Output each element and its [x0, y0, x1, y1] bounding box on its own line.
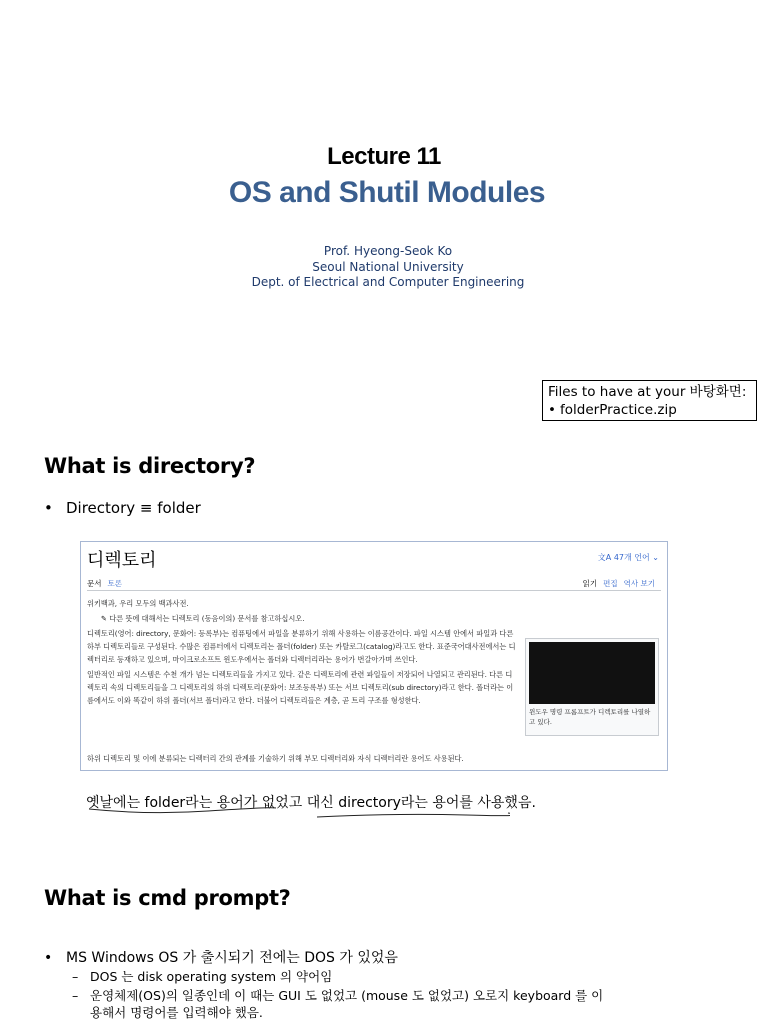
wiki-paragraph-1: 디렉토리(영어: directory, 문화어: 등록부)는 컴퓨팅에서 파일을 분류하기 위해 사용하는 이름공간이다. 파일 시스템 안에서 파일과 다른 하부 디렉토리들로 구성된다. 수많은 컴퓨터에서 디렉토리는 폴더(folder) 또는 카탈로그(catalog)라고도 한다. 표준국어대사전에서는 디렉터리로 등재하고 있으며, 마이크로소프트 윈도우에서는 폴더와 디렉터리라는 용어가 번갈아가며 쓰인다.: [87, 629, 516, 664]
wiki-tab-history[interactable]: 역사 보기: [623, 579, 655, 588]
disambig-icon: ✎: [101, 614, 108, 623]
bullet-directory: [44, 499, 201, 517]
wiki-footer-text: 하위 디렉토리 및 이에 분류되는 디렉터리 간의 관계를 기술하기 위해 부모 디렉터리와 자식 디렉터리란 용어도 사용된다.: [87, 754, 464, 763]
files-box-heading: Files to have at your 바탕화면:: [548, 384, 747, 400]
chevron-down-icon: ⌄: [652, 553, 659, 562]
bullet-dos-text: MS Windows OS 가 출시되기 전에는 DOS 가 있었음: [66, 950, 398, 966]
files-box-item: [548, 401, 751, 419]
bullet-directory-text: Directory ≡ folder: [66, 499, 201, 517]
wiki-tab-edit[interactable]: 편집: [603, 579, 618, 588]
wiki-paragraph-2: 일반적인 파일 시스템은 수천 개가 넘는 디렉토리들을 가지고 있다. 같은 디렉토리에 관련 파일들이 저장되어 나열되고 관리된다. 다른 디렉토리 속의 디렉토리들을 그 디렉토리의 하위 디렉토리(문화어: 보조등록부) 또는 서브 디렉토리(sub directory)라고 한다. 폴더라는 이름에서도 이와 똑같이 하위 폴더(서브 폴더)라고 한다. 더불어 디렉토리들은 계층, 곧 트리 구조를 형성한다.: [87, 670, 514, 705]
author-university: Seoul National University: [312, 259, 464, 274]
sub-bullet-no-gui: [72, 986, 603, 1004]
bullet: •: [548, 402, 556, 418]
dash: –: [72, 988, 79, 1003]
wiki-figure-caption: 윈도우 명령 프롬프트가 디렉토리를 나열하고 있다.: [529, 708, 651, 726]
lecture-number: Lecture 11: [327, 143, 441, 170]
section-heading-directory: What is directory?: [44, 454, 256, 478]
wiki-tab-document[interactable]: 문서: [87, 579, 102, 588]
wiki-tagline: 위키백과, 우리 모두의 백과사전.: [87, 599, 189, 608]
handwritten-underline-1: [88, 805, 278, 817]
dash: –: [72, 969, 79, 984]
wiki-body: [87, 597, 519, 709]
bullet: •: [44, 499, 53, 517]
sub-bullet-dos-acronym: [72, 967, 332, 985]
wiki-language-selector[interactable]: [598, 552, 659, 563]
handwritten-note: 옛날에는 folder라는 용어가 없었고 대신 directory라는 용어를 사용했음.: [86, 795, 536, 811]
bullet: •: [44, 950, 53, 966]
wiki-tab-read[interactable]: 읽기: [582, 579, 598, 588]
bullet-dos: [44, 947, 398, 967]
sub-bullet-dos-acronym-text: DOS 는 disk operating system 의 약어임: [90, 969, 333, 984]
wiki-figure: [525, 638, 659, 736]
section-heading-cmd: What is cmd prompt?: [44, 886, 291, 910]
sub-bullet-no-gui-text: 운영체제(OS)의 일종인데 이 때는 GUI 도 없었고 (mouse 도 없었고) 오로지 keyboard 를 이: [90, 988, 604, 1003]
author-department: Dept. of Electrical and Computer Engineering: [251, 275, 525, 289]
wiki-screenshot: [80, 541, 668, 771]
translate-icon: 文A: [597, 553, 612, 562]
lecture-title: OS and Shutil Modules: [228, 176, 546, 209]
wiki-tabs: [87, 578, 661, 591]
author-name: Prof. Hyeong-Seok Ko: [323, 244, 453, 258]
wiki-title: 디렉토리: [87, 550, 157, 571]
files-box: [542, 380, 757, 421]
handwritten-underline-2: [316, 811, 510, 821]
wiki-language-count: 47개 언어: [613, 553, 650, 562]
sub-bullet-no-gui-cont: 용해서 명령어를 입력해야 했음.: [90, 1005, 263, 1020]
files-box-item-text: folderPractice.zip: [560, 402, 677, 418]
wiki-hatnote-text: 다른 뜻에 대해서는 디렉토리 (동음이의) 문서를 참고하십시오.: [109, 614, 305, 623]
wiki-tab-talk[interactable]: 토론: [107, 579, 122, 588]
author-block: [0, 244, 768, 291]
cmd-screenshot-image: [529, 642, 655, 704]
wiki-hatnote: [87, 612, 519, 625]
